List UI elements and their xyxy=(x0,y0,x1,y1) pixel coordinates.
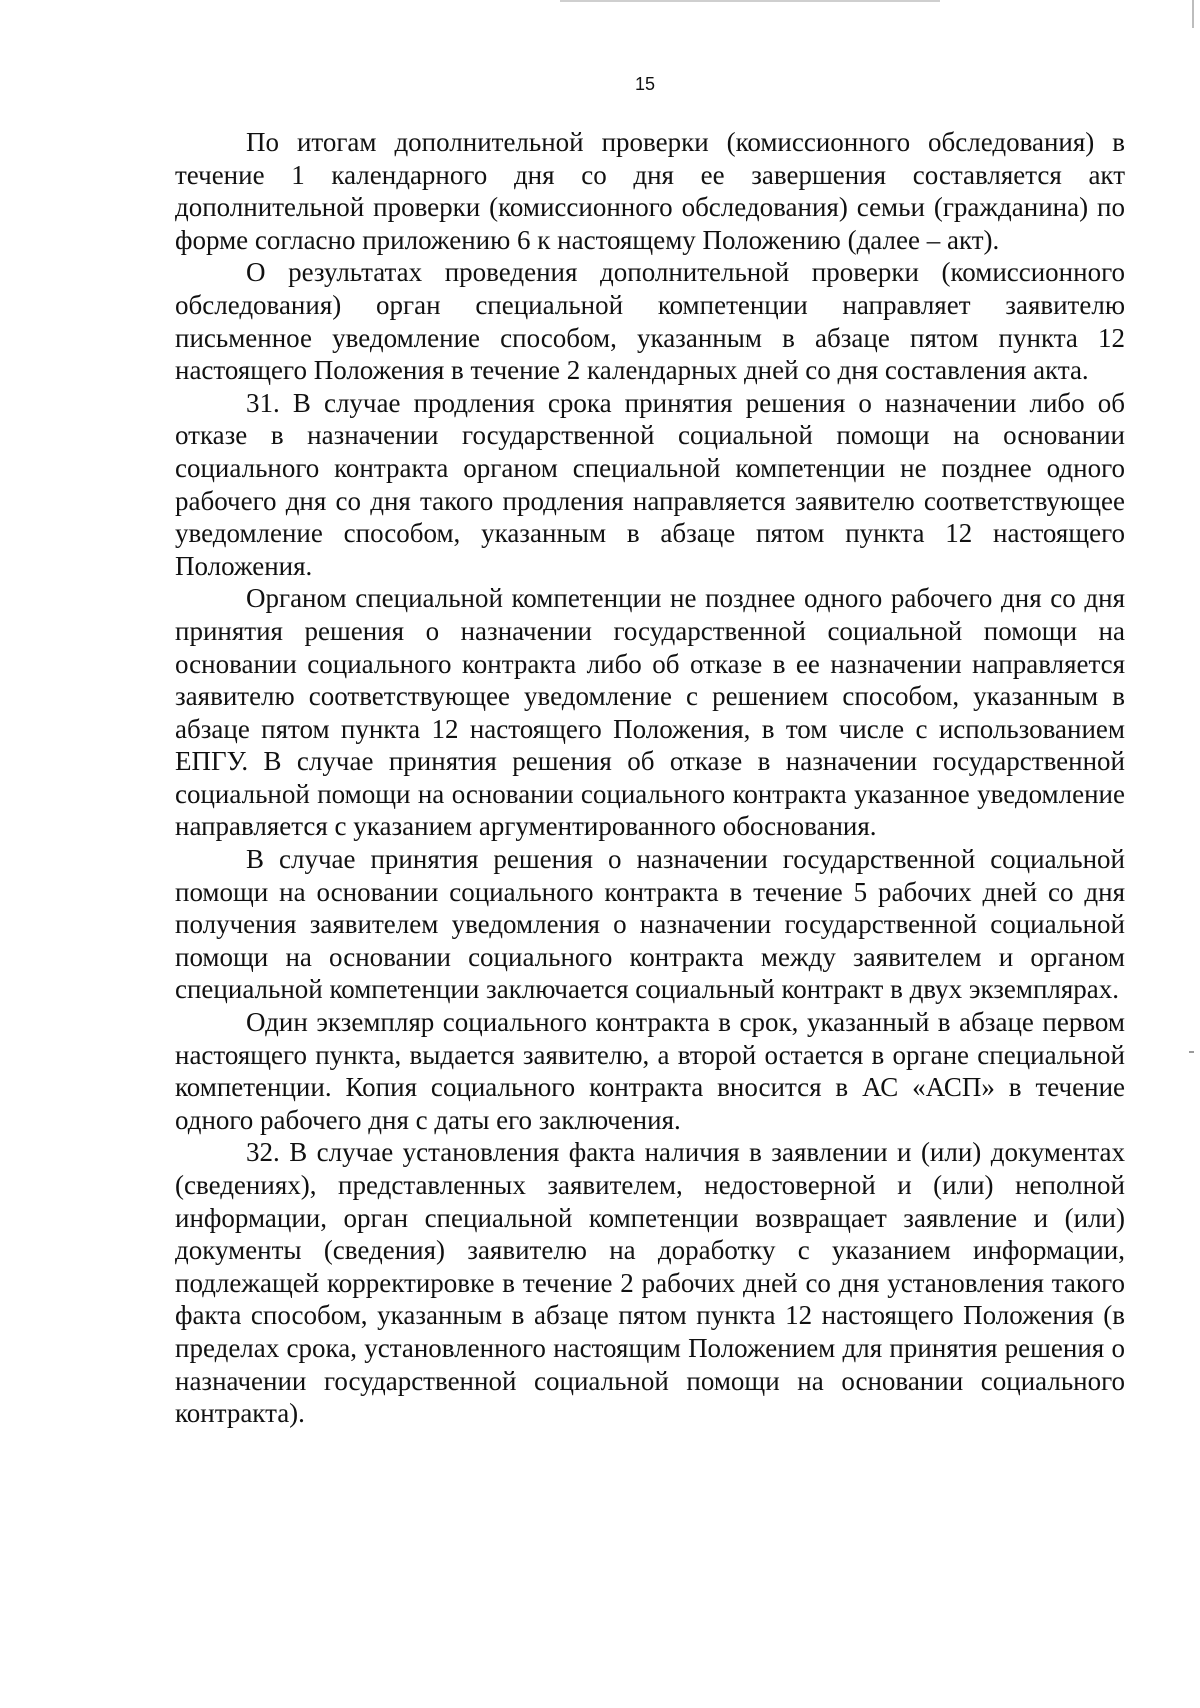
paragraph: Один экземпляр социального контракта в срок, указанный в абзаце первом настоящего пункта, выдается заявителю, а второй остается в органе специальной компетенции. Копия социального контракта вносится в АС «АСП» в течение одного рабочего дня с даты его заключения. xyxy=(175,1007,1125,1135)
paragraph: В случае принятия решения о назначении государственной социальной помощи на основании социального контракта в течение 5 рабочих дней со дня получения заявителем уведомления о назначении государственной социальной помощи на основании социального контракта между заявителем и органом специальной компетенции заключается социальный контракт в двух экземплярах. xyxy=(175,844,1125,1005)
page-number: 15 xyxy=(634,74,656,94)
paragraph-item-31: 31. В случае продления срока принятия решения о назначении либо об отказе в назначении государственной социальной помощи на основании социального контракта органом специальной компетенции не позднее одного рабочего дня со дня такого продления направляется заявителю соответствующее уведомление способом, указанным в абзаце пятом пункта 12 настоящего Положения. xyxy=(175,387,1125,581)
scan-edge-mark-right xyxy=(1192,0,1194,28)
paragraph: О результатах проведения дополнительной проверки (комиссионного обследования) орган специальной компетенции направляет заявителю письменное уведомление способом, указанным в абзаце пятом пункта 12 настоящего Положения в течение 2 календарных дней со дня составления акта. xyxy=(175,257,1125,386)
paragraph: По итогам дополнительной проверки (комиссионного обследования) в течение 1 календарного дня со дня ее завершения составляется акт дополнительной проверки (комиссионного обследования) семьи (гражданина) по форме согласно приложению 6 к настоящему Положению (далее – акт). xyxy=(175,127,1125,255)
scan-stray-mark xyxy=(1189,1051,1194,1053)
document-body xyxy=(175,126,1125,1430)
paragraph: Органом специальной компетенции не позднее одного рабочего дня со дня принятия решения о назначении государственной социальной помощи на основании социального контракта либо об отказе в ее назначении направляется заявителю соответствующее уведомление с решением способом, указанным в абзаце пятом пункта 12 настоящего Положения, в том числе с использованием ЕПГУ. В случае принятия решения об отказе в назначении государственной социальной помощи на основании социального контракта указанное уведомление направляется с указанием аргументированного обоснования. xyxy=(175,583,1125,842)
paragraph-item-32: 32. В случае установления факта наличия в заявлении и (или) документах (сведениях), представленных заявителем, недостоверной и (или) неполной информации, орган специальной компетенции возвращает заявление и (или) документы (сведения) заявителю на доработку с указанием информации, подлежащей корректировке в течение 2 рабочих дней со дня установления такого факта способом, указанным в абзаце пятом пункта 12 настоящего Положения (в пределах срока, установленного настоящим Положением для принятия решения о назначении государственной социальной помощи на основании социального контракта). xyxy=(175,1137,1125,1429)
scan-edge-mark xyxy=(560,0,940,2)
